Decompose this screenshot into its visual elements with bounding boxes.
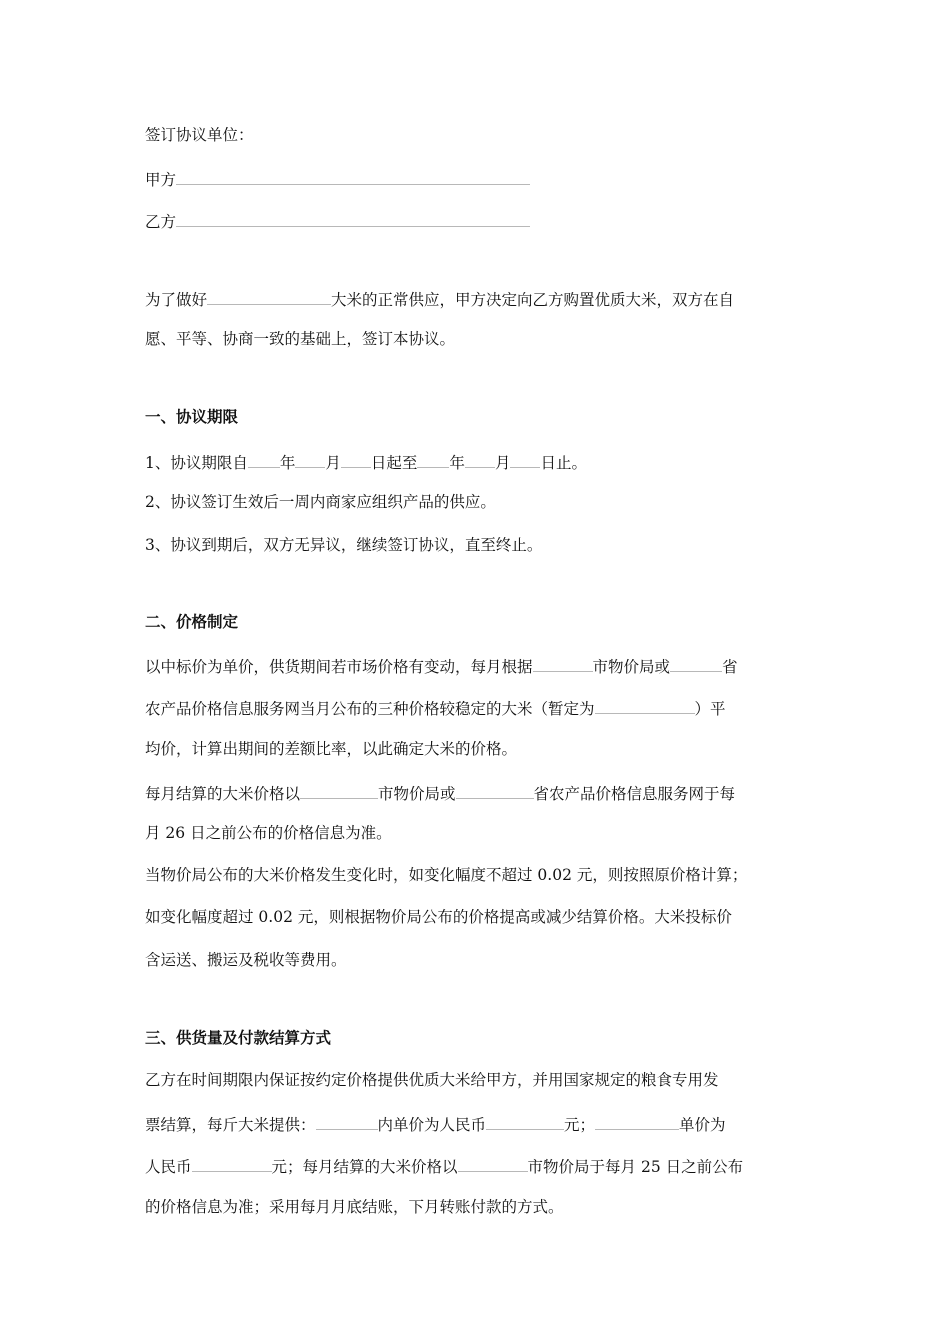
unit-price-blank-1[interactable]: [486, 1111, 564, 1130]
end-year-blank[interactable]: [417, 449, 449, 468]
signing-units-label: 签订协议单位：: [145, 126, 254, 144]
rice-type-blank[interactable]: [595, 695, 695, 714]
province-blank-1[interactable]: [670, 653, 722, 672]
end-month-blank[interactable]: [465, 449, 495, 468]
section-3-line-1: 乙方在时间期限内保证按约定价格提供优质大米给甲方，并用国家规定的粮食专用发: [145, 1071, 719, 1089]
party-a-line: [145, 166, 530, 188]
supply-scope-blank[interactable]: [316, 1111, 378, 1130]
party-a-blank[interactable]: [176, 166, 530, 185]
intro-line-1: 为了做好 大米的正常供应，甲方决定向乙方购置优质大米，双方在自: [145, 286, 734, 308]
section-2-p1-line-2: 农产品价格信息服务网当月公布的三种价格较稳定的大米（暂定为 ）平: [145, 695, 726, 717]
city-bureau-blank-1[interactable]: [533, 653, 593, 672]
start-year-blank[interactable]: [248, 449, 280, 468]
city-bureau-blank-2[interactable]: [300, 780, 378, 799]
party-a-label: 甲方: [145, 171, 177, 189]
section-3-line-4: 的价格信息为准；采用每月月底结账，下月转账付款的方式。: [145, 1198, 564, 1216]
intro-blank[interactable]: [207, 286, 331, 305]
section-1-item-3: 3、协议到期后，双方无异议，继续签订协议，直至终止。: [145, 536, 543, 554]
intro-line-2: 愿、平等、协商一致的基础上，签订本协议。: [145, 330, 456, 348]
party-b-label: 乙方: [145, 213, 177, 231]
section-2-title: 二、价格制定: [145, 613, 239, 631]
section-3-line-3: 人民币 元；每月结算的大米价格以 市物价局于每月 25 日之前公布: [145, 1153, 743, 1175]
section-3-line-2: 票结算，每斤大米提供： 内单价为人民币 元； 单价为: [145, 1111, 726, 1133]
party-b-blank[interactable]: [176, 208, 530, 227]
section-1-title: 一、协议期限: [145, 408, 239, 426]
section-2-p3-line-3: 含运送、搬运及税收等费用。: [145, 951, 347, 969]
province-blank-2[interactable]: [456, 780, 534, 799]
section-1-item-1: 1、协议期限自 年 月 日起至 年 月 日止。: [145, 449, 587, 471]
supply-scope-blank-2[interactable]: [595, 1111, 679, 1130]
section-1-item-2: 2、协议签订生效后一周内商家应组织产品的供应。: [145, 493, 496, 511]
start-day-blank[interactable]: [341, 449, 371, 468]
section-2-p3-line-2: 如变化幅度超过 0.02 元，则根据物价局公布的价格提高或减少结算价格。大米投标价: [145, 908, 732, 926]
start-month-blank[interactable]: [295, 449, 325, 468]
unit-price-blank-2[interactable]: [192, 1153, 272, 1172]
section-2-p2-line-1: 每月结算的大米价格以 市物价局或 省农产品价格信息服务网于每: [145, 780, 735, 802]
city-bureau-blank-3[interactable]: [458, 1153, 528, 1172]
section-3-title: 三、供货量及付款结算方式: [145, 1029, 332, 1047]
section-2-p2-line-2: 月 26 日之前公布的价格信息为准。: [145, 824, 392, 842]
section-2-p1-line-3: 均价，计算出期间的差额比率，以此确定大米的价格。: [145, 740, 518, 758]
end-day-blank[interactable]: [510, 449, 540, 468]
party-b-line: [145, 208, 530, 230]
section-2-p3-line-1: 当物价局公布的大米价格发生变化时，如变化幅度不超过 0.02 元，则按照原价格计算；: [145, 866, 748, 884]
section-2-p1-line-1: 以中标价为单价，供货期间若市场价格有变动，每月根据 市物价局或 省: [145, 653, 738, 675]
